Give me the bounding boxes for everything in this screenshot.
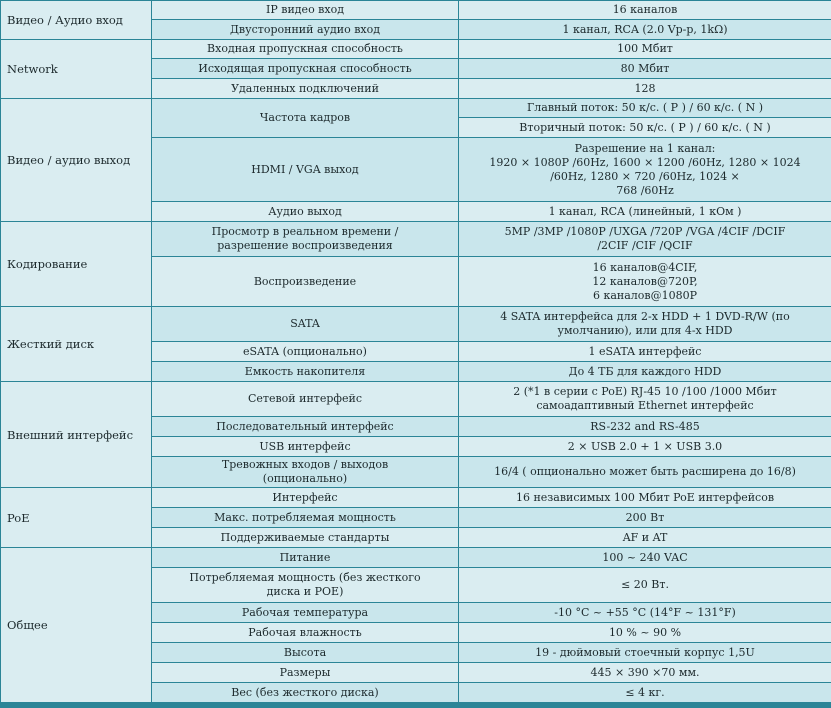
spec-label: Рабочая влажность [152,623,459,643]
spec-label: Макс. потребляемая мощность [152,508,459,528]
spec-label: Двусторонний аудио вход [152,20,459,40]
text-line: самоадаптивный Ethernet интерфейс [536,399,754,412]
spec-label: Высота [152,643,459,663]
category-cell: Видео / аудио выход [1,99,152,222]
spec-value [459,118,831,138]
text-line: Тревожных входов / выходов [221,458,389,471]
text-line: До 4 ТБ для каждого HDD [568,364,722,378]
spec-value [459,437,831,457]
spec-label: IP видео вход [152,1,459,20]
text-line: диска и POE) [266,585,344,598]
category-cell: PoE [1,488,152,548]
spec-label: Частота кадров [152,99,459,138]
spec-value [459,417,831,437]
spec-value [459,508,831,528]
category-cell: Network [1,40,152,99]
table-row [1,40,831,59]
text-line: 200 Вт [625,510,665,524]
text-line: умолчанию), или для 4-х HDD [557,324,733,337]
text-line: 4 SATA интерфейса для 2-х HDD + 1 DVD-R/W (по [500,310,790,323]
table-row [1,99,831,118]
text-line: 5MP /3MP /1080P /UXGA /720P /VGA /4CIF /DCIF [504,225,786,238]
text-line: 1 канал, RCA (линейный, 1 кОм ) [548,204,742,218]
table-row [1,307,831,342]
spec-label: SATA [152,307,459,342]
spec-value [459,342,831,362]
text-line: (опционально) [262,472,348,485]
spec-label: Вес (без жесткого диска) [152,683,459,703]
text-line: 1 канал, RCA (2.0 Vp-p, 1kΩ) [562,22,728,36]
spec-value [459,362,831,382]
text-line: ≤ 4 кг. [625,685,665,699]
table-row [1,488,831,508]
spec-label: Питание [152,548,459,568]
spec-label: HDMI / VGA выход [152,138,459,202]
text-line: 2 (*1 в серии с PoE) RJ-45 10 /100 /1000 Мбит [513,385,777,398]
text-line: /60Hz, 1280 × 720 /60Hz, 1024 × [550,169,740,183]
text-line: Потребляемая мощность (без жесткого [189,571,421,584]
spec-value [459,307,831,342]
spec-value [459,623,831,643]
text-line: 128 [634,81,656,95]
spec-label: Размеры [152,663,459,683]
category-cell: Внешний интерфейс [1,382,152,488]
spec-value [459,138,831,202]
spec-label [152,568,459,603]
text-line: AF и AT [622,530,668,544]
category-cell: Жесткий диск [1,307,152,382]
text-line: Вторичный поток: 50 к/с. ( P ) / 60 к/с. ( N ) [519,120,771,134]
text-line: Разрешение на 1 канал: [574,141,716,155]
spec-label: Сетевой интерфейс [152,382,459,417]
spec-label [152,222,459,257]
spec-value [459,1,831,20]
spec-value [459,488,831,508]
text-line: -10 °C ~ +55 °C (14°F ~ 131°F) [554,605,736,619]
spec-value [459,382,831,417]
spec-label: Входная пропускная способность [152,40,459,59]
spec-value [459,528,831,548]
spec-value [459,59,831,79]
text-line: 768 /60Hz [616,183,674,197]
text-line: 12 каналов@720P, [592,274,698,288]
spec-value [459,222,831,257]
spec-label: Последовательный интерфейс [152,417,459,437]
spec-value [459,40,831,59]
spec-label: Удаленных подключений [152,79,459,99]
spec-value [459,99,831,118]
spec-value [459,548,831,568]
spec-value [459,20,831,40]
spec-value [459,568,831,603]
text-line: /2CIF /CIF /QCIF [597,239,693,252]
spec-label: USB интерфейс [152,437,459,457]
table-row [1,548,831,568]
text-line: 1 eSATA интерфейс [588,344,702,358]
spec-label: Емкость накопителя [152,362,459,382]
text-line: 6 каналов@1080P [592,288,698,302]
text-line: 16/4 ( опционально может быть расширена до 16/8) [494,465,796,478]
spec-value [459,257,831,307]
text-line: разрешение воспроизведения [217,239,393,252]
category-cell: Общее [1,548,152,703]
text-line: 100 ~ 240 VAC [602,550,688,564]
text-line: 10 % ~ 90 % [608,625,682,639]
spec-value [459,683,831,703]
text-line: 80 Мбит [620,61,670,75]
spec-value [459,663,831,683]
category-cell: Кодирование [1,222,152,307]
spec-label: Исходящая пропускная способность [152,59,459,79]
spec-value [459,643,831,663]
text-line: ≤ 20 Вт. [621,578,669,591]
spec-label [152,457,459,488]
text-line: 19 - дюймовый стоечный корпус 1,5U [535,645,755,659]
text-line: 16 каналов [612,3,678,16]
spec-label: eSATA (опционально) [152,342,459,362]
spec-value [459,603,831,623]
text-line: 2 × USB 2.0 + 1 × USB 3.0 [567,439,723,453]
text-line: 1920 × 1080P /60Hz, 1600 × 1200 /60Hz, 1280 × 1024 [489,155,801,169]
table-row [1,222,831,257]
text-line: 445 × 390 ×70 мм. [590,665,700,679]
spec-value [459,202,831,222]
table-row [1,1,831,20]
text-line: 16 каналов@4CIF, [592,260,698,274]
category-cell: Видео / Аудио вход [1,1,152,40]
spec-label: Рабочая температура [152,603,459,623]
spec-value [459,79,831,99]
text-line: 16 независимых 100 Мбит PoE интерфейсов [515,490,775,504]
text-line: 100 Мбит [617,42,673,55]
spec-value [459,457,831,488]
spec-label: Воспроизведение [152,257,459,307]
spec-label: Поддерживаемые стандарты [152,528,459,548]
table-row [1,382,831,417]
text-line: RS-232 and RS-485 [590,419,700,433]
text-line: Просмотр в реальном времени / [211,225,399,238]
text-line: Главный поток: 50 к/с. ( P ) / 60 к/с. ( N ) [526,101,763,114]
spec-label: Интерфейс [152,488,459,508]
spec-label: Аудио выход [152,202,459,222]
